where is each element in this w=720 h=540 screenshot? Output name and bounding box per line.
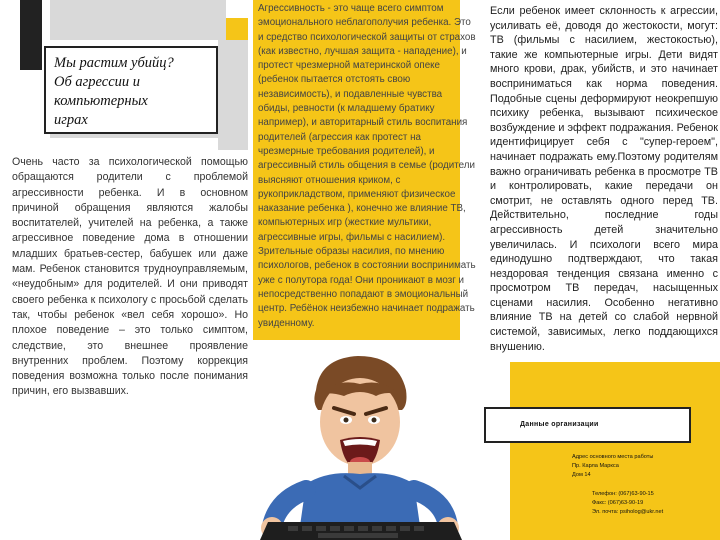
title-box	[44, 46, 218, 134]
address-line: Адрес основного места работы	[572, 454, 654, 460]
title-line: играх	[54, 112, 88, 128]
decor-black-bar	[20, 0, 42, 70]
organization-contacts	[592, 490, 663, 517]
contact-phone: Телефон: (067)63-90-15	[592, 491, 654, 497]
tv-influence-paragraph: Если ребенок имеет склонность к агрессии, усиливать её, доводя до жестокости, могут: ТВ (фильмы с насилием, жестокостью), такие же компьютерные игры. Дети видят много крови, драк, убийств, и это начинает восприниматься как норма поведения. Подобные сцены деформируют неокрепшую психику ребенка, вызывают психическое возбуждение и эффект подражания. Ребенок идентифицирует себя с "супер-героем", начинает подражать ему.Поэтому родителям важно ограничивать ребенка в просмотре ТВ и контролировать, какие передачи он смотрит, не оставлять одного перед ТВ. Действительно, последние годы агрессивность детей значительно увеличилась. И психологи всего мира единодушно подтверждают, что такая нездоровая тенденция связана именно с просмотром ТВ передач, насыщенных сценами насилия. Особенно негативно влияние ТВ на детей со слабой нервной системой, зависимых, легко поддающихся внушению.	[490, 5, 718, 353]
contact-email: Эл. почта: psiholog@ukr.net	[592, 509, 664, 515]
title-line: Мы растим убийц?	[54, 55, 174, 71]
intro-paragraph: Очень часто за психологической помощью обращаются родители с проблемой агрессивности ребенка. И в основном причиной обращения являются жалобы воспитателей, учителей на ребенка, а также агрессивное поведение дома в отношении младших братьев-сестер, бабушек или даже мам. Ребенок становится трудноуправляемым, «неудобным» для родителей. И они приводят своего ребенка к психологу с просьбой сделать так, чтобы ребенок «вел себя хорошо». Но плохое поведение – это только симптом, следствие, это внешнее проявление внутренних проблем. Поэтому коррекция поведения возможна только после понимания причин, его вызвавших.	[12, 156, 248, 398]
organization-label: Данные организации	[520, 421, 599, 428]
title-line: Об агрессии и	[54, 74, 141, 90]
address-line: Дом 14	[572, 472, 591, 478]
angry-boy-gamer-photo	[258, 350, 463, 540]
decor-yellow-square	[226, 18, 248, 40]
organization-address	[572, 453, 653, 480]
decor-gray-block-top	[50, 0, 226, 40]
contact-fax: Факс: (067)63-90-19	[592, 500, 644, 506]
address-line: Пр. Карла Маркса	[572, 463, 619, 469]
page-title	[54, 54, 208, 130]
title-line: компьютерных	[54, 93, 148, 109]
aggression-causes-paragraph: Агрессивность - это чаще всего симптом эмоционального неблагополучия ребенка. Это и средство психологической защиты от страхов (как известно, лучшая защита - нападение), и протест чрезмерной материнской опеке (ребенок пытается отстоять свою независимость), и подавленные чувства обиды, ревности (к младшему братику например), и авторитарный стиль воспитания родителей (агрессия как протест на чрезмерные требования родителей), и агрессивный стиль общения в семье (родители выясняют отношения криком, с рукоприкладством, применяют физическое наказание ребенка ), конечно же влияние ТВ, компьютерных игр (жесткие мультики, агрессивные игры, фильмы с насилием). Зрительные образы насилия, по мнению психологов, ребенок в состоянии воспринимать уже с полутора года! Они проникают в мозг и непосредственно попадают в эмоциональный центр. Ребёнок неизбежно начинает подражать увиденному.	[258, 3, 476, 329]
